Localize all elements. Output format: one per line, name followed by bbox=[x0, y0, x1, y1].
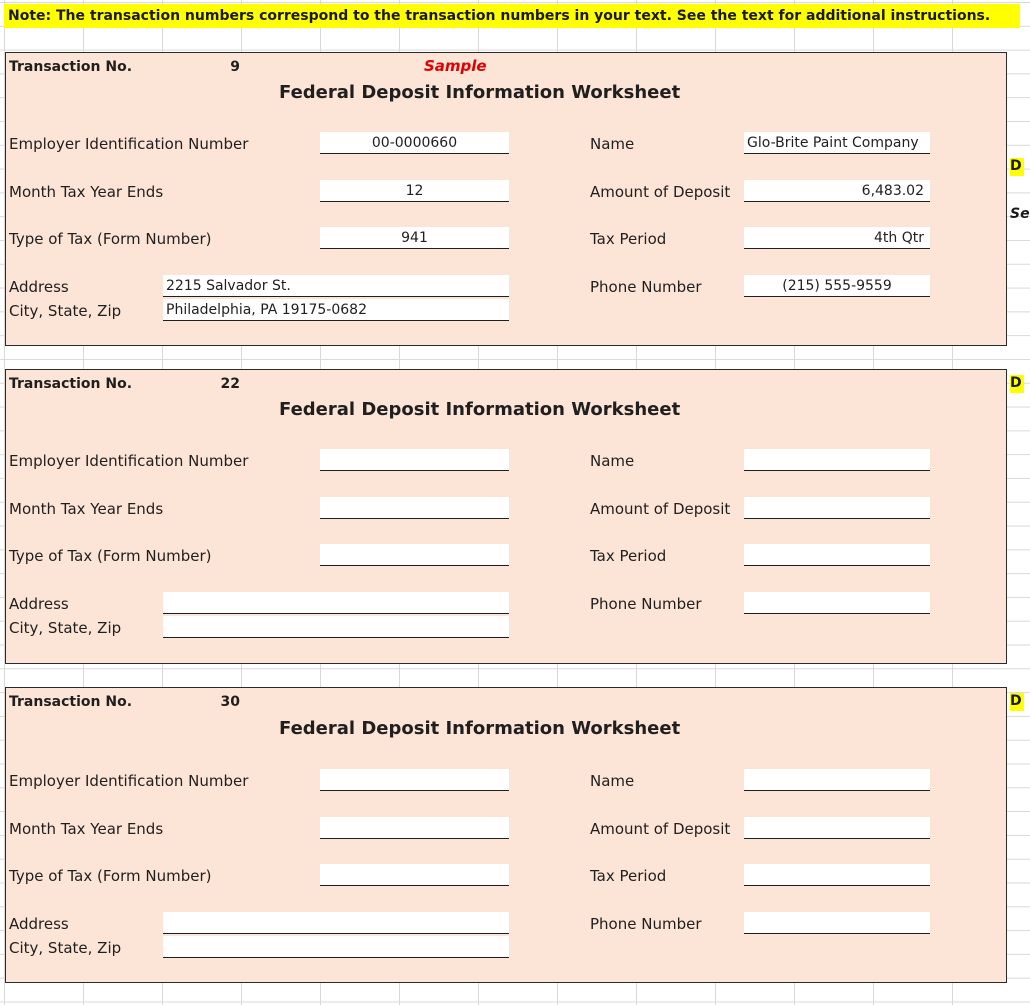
period-field[interactable] bbox=[744, 544, 930, 566]
city-label: City, State, Zip bbox=[9, 939, 122, 957]
address-label: Address bbox=[9, 278, 69, 296]
worksheet-panel-3 bbox=[5, 687, 1007, 983]
worksheet-title: Federal Deposit Information Worksheet bbox=[279, 399, 681, 420]
address-field[interactable]: 2215 Salvador St. bbox=[163, 275, 509, 297]
month-field[interactable] bbox=[320, 497, 509, 519]
type-field[interactable] bbox=[320, 544, 509, 566]
transaction-no-value: 9 bbox=[230, 59, 240, 75]
edge-cell[interactable]: D bbox=[1010, 375, 1024, 393]
phone-label: Phone Number bbox=[590, 595, 702, 613]
transaction-no-value: 30 bbox=[220, 694, 240, 710]
month-label: Month Tax Year Ends bbox=[9, 500, 164, 518]
amount-field[interactable] bbox=[744, 817, 930, 839]
month-field[interactable] bbox=[320, 817, 509, 839]
ein-field[interactable] bbox=[320, 769, 509, 791]
month-field[interactable]: 12 bbox=[320, 180, 509, 202]
ein-field[interactable]: 00-0000660 bbox=[320, 132, 509, 154]
transaction-no-label: Transaction No. bbox=[9, 59, 133, 75]
transaction-no-value: 22 bbox=[220, 376, 240, 392]
worksheet-title: Federal Deposit Information Worksheet bbox=[279, 718, 681, 739]
period-label: Tax Period bbox=[590, 230, 667, 248]
address-label: Address bbox=[9, 915, 69, 933]
edge-cell[interactable]: D bbox=[1010, 693, 1024, 711]
ein-label: Employer Identification Number bbox=[9, 452, 249, 470]
phone-label: Phone Number bbox=[590, 278, 702, 296]
phone-label: Phone Number bbox=[590, 915, 702, 933]
ein-label: Employer Identification Number bbox=[9, 135, 249, 153]
city-label: City, State, Zip bbox=[9, 302, 122, 320]
name-label: Name bbox=[590, 135, 635, 153]
name-field[interactable]: Glo-Brite Paint Company bbox=[744, 132, 930, 154]
worksheet-panel-2 bbox=[5, 369, 1007, 664]
amount-label: Amount of Deposit bbox=[590, 820, 731, 838]
amount-label: Amount of Deposit bbox=[590, 500, 731, 518]
amount-field[interactable]: 6,483.02 bbox=[744, 180, 930, 202]
address-field[interactable] bbox=[163, 912, 509, 934]
ein-label: Employer Identification Number bbox=[9, 772, 249, 790]
transaction-no-label: Transaction No. bbox=[9, 376, 133, 392]
amount-label: Amount of Deposit bbox=[590, 183, 731, 201]
month-label: Month Tax Year Ends bbox=[9, 183, 164, 201]
name-field[interactable] bbox=[744, 449, 930, 471]
address-field[interactable] bbox=[163, 592, 509, 614]
type-label: Type of Tax (Form Number) bbox=[9, 867, 212, 885]
period-label: Tax Period bbox=[590, 547, 667, 565]
type-field[interactable]: 941 bbox=[320, 227, 509, 249]
transaction-no-label: Transaction No. bbox=[9, 694, 133, 710]
address-label: Address bbox=[9, 595, 69, 613]
name-label: Name bbox=[590, 452, 635, 470]
city-label: City, State, Zip bbox=[9, 619, 122, 637]
name-label: Name bbox=[590, 772, 635, 790]
type-label: Type of Tax (Form Number) bbox=[9, 230, 212, 248]
phone-field[interactable]: (215) 555-9559 bbox=[744, 275, 930, 297]
worksheet-title: Federal Deposit Information Worksheet bbox=[279, 82, 681, 103]
instructions-note: Note: The transaction numbers correspond to the transaction numbers in your text. See the text for additional instructions. bbox=[4, 4, 1020, 28]
phone-field[interactable] bbox=[744, 592, 930, 614]
month-label: Month Tax Year Ends bbox=[9, 820, 164, 838]
period-label: Tax Period bbox=[590, 867, 667, 885]
name-field[interactable] bbox=[744, 769, 930, 791]
type-label: Type of Tax (Form Number) bbox=[9, 547, 212, 565]
ein-field[interactable] bbox=[320, 449, 509, 471]
phone-field[interactable] bbox=[744, 912, 930, 934]
sample-label: Sample bbox=[424, 57, 487, 75]
city-field[interactable] bbox=[163, 616, 509, 638]
amount-field[interactable] bbox=[744, 497, 930, 519]
period-field[interactable] bbox=[744, 864, 930, 886]
period-field[interactable]: 4th Qtr bbox=[744, 227, 930, 249]
edge-cell[interactable]: D bbox=[1010, 158, 1024, 176]
type-field[interactable] bbox=[320, 864, 509, 886]
worksheet-panel-1 bbox=[5, 52, 1007, 346]
city-field[interactable] bbox=[163, 936, 509, 958]
edge-cell[interactable]: Se bbox=[1010, 206, 1030, 222]
city-field[interactable]: Philadelphia, PA 19175-0682 bbox=[163, 299, 509, 321]
